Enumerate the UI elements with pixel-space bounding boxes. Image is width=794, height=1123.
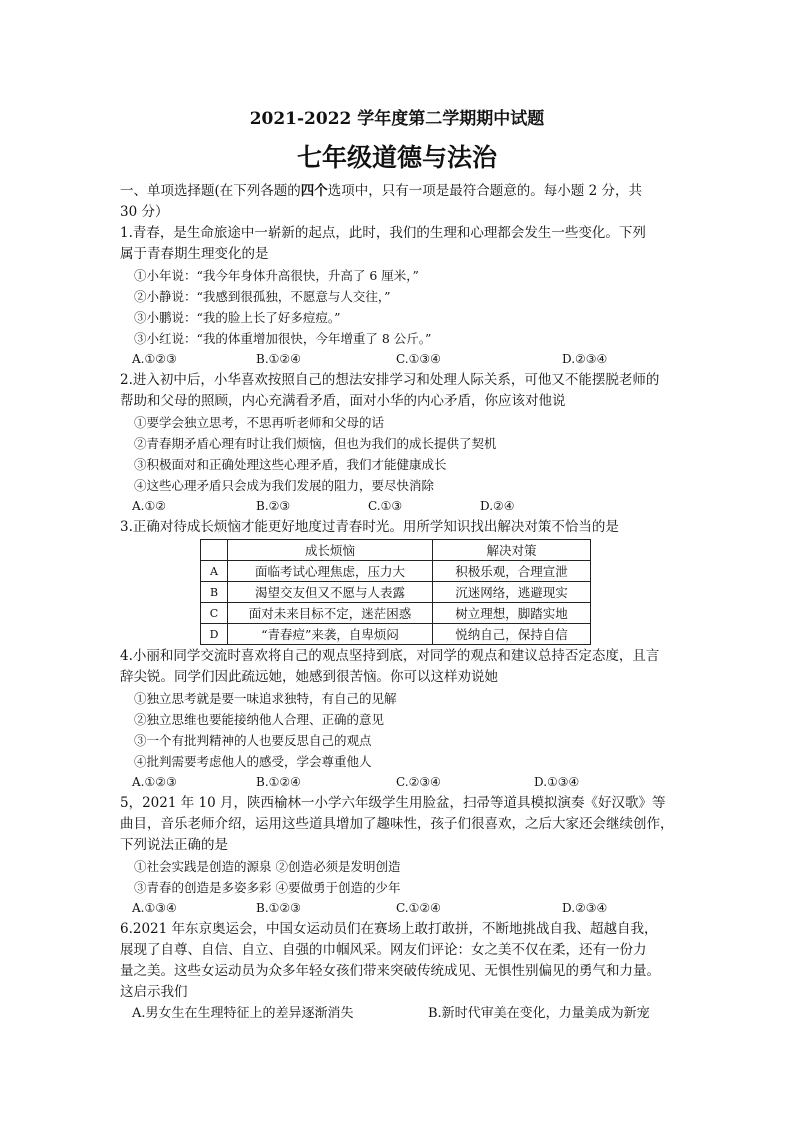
- table-cell: 渴望交友但又不愿与人表露: [228, 582, 433, 603]
- q1-stem-1: 1.青春，是生命旅途中一崭新的起点，此时，我们的生理和心理都会发生一些变化。下列: [120, 225, 646, 241]
- table-header-cell: [201, 540, 228, 561]
- q1-option-c[interactable]: C.①③④: [396, 352, 441, 366]
- q2-item-3: ③积极面对和正确处理这些心理矛盾，我们才能健康成长: [134, 457, 447, 472]
- q1-item-1: ①小年说：“我今年身体升高很快，升高了 6 厘米，”: [134, 268, 419, 283]
- q5-item-2: ③青春的创造是多姿多彩 ④要做勇于创造的少年: [134, 880, 401, 895]
- q5-option-d[interactable]: D.②③④: [562, 901, 608, 915]
- q4-item-2: ②独立思维也要能接纳他人合理、正确的意见: [134, 712, 385, 727]
- q4-stem-2: 辞尖锐。同学们因此疏远她，她感到很苦恼。你可以这样劝说她: [120, 669, 498, 685]
- q4-option-b[interactable]: B.①②④: [256, 775, 301, 789]
- q2-item-2: ②青春期矛盾心理有时让我们烦恼，但也为我们的成长提供了契机: [134, 436, 497, 451]
- q6-stem-1: 6.2021 年东京奥运会，中国女运动员们在赛场上敢打敢拼，不断地挑战自我、超越自我，: [120, 921, 658, 937]
- q3-table: [200, 539, 591, 645]
- table-cell: C: [201, 603, 228, 624]
- q4-item-1: ①独立思考就是要一味追求独特，有自己的见解: [134, 691, 397, 706]
- q5-stem-2: 曲目，音乐老师介绍，运用这些道具增加了趣味性，孩子们很喜欢，之后大家还会继续创作，: [120, 816, 674, 832]
- section-title-bold: 四个: [300, 183, 328, 199]
- table-cell: 面对未来目标不定，迷茫困惑: [228, 603, 433, 624]
- q2-option-d[interactable]: D.②④: [480, 499, 515, 513]
- q1-option-d[interactable]: D.②③④: [562, 352, 608, 366]
- table-header-cell: 解决对策: [433, 540, 591, 561]
- table-cell: B: [201, 582, 228, 603]
- q1-item-2: ②小静说：“我感到很孤独，不愿意与人交往，”: [134, 289, 391, 304]
- q2-option-c[interactable]: C.①③: [368, 499, 403, 513]
- q5-option-a[interactable]: A.①③④: [132, 901, 177, 915]
- section-title-line-1: [120, 181, 680, 202]
- table-cell: 树立理想，脚踏实地: [433, 603, 591, 624]
- q4-option-a[interactable]: A.①②③: [132, 775, 177, 789]
- school-year-title: 2021-2022 学年度第二学期期中试题: [249, 109, 545, 129]
- q4-item-3: ③一个有批判精神的人也要反思自己的观点: [134, 733, 372, 748]
- table-row: [201, 582, 591, 603]
- table-cell: D: [201, 624, 228, 645]
- q2-option-a[interactable]: A.①②: [132, 499, 166, 513]
- q6-stem-3: 量之美。这些女运动员为众多年轻女孩们带来突破传统成见、无惧性别偏见的勇气和力量。: [120, 963, 660, 979]
- table-cell: “青春痘”来袭，自卑烦闷: [228, 624, 433, 645]
- q6-options: [120, 1003, 680, 1024]
- q2-item-4: ④这些心理矛盾只会成为我们发展的阻力，要尽快消除: [134, 478, 435, 493]
- section-title-post: 选项中，只有一项是最符合题意的。每小题 2 分，共: [327, 183, 642, 199]
- q2-item-1: ①要学会独立思考，不思再听老师和父母的话: [134, 415, 385, 430]
- q4-stem-1: 4.小丽和同学交流时喜欢将自己的观点坚持到底，对同学的观点和建议总持否定态度，且言: [120, 648, 660, 664]
- q5-options: [120, 898, 680, 919]
- q5-item-1: ①社会实践是创造的源泉 ②创造必须是发明创造: [134, 859, 401, 874]
- table-cell: 积极乐观，合理宣泄: [433, 561, 591, 582]
- table-cell: A: [201, 561, 228, 582]
- q5-stem-1: 5，2021 年 10 月，陕西榆林一小学六年级学生用脸盆，扫帚等道具模拟演奏《好汉歌》等: [120, 795, 666, 811]
- table-header-cell: 成长烦恼: [228, 540, 433, 561]
- table-cell: 沉迷网络，逃避现实: [433, 582, 591, 603]
- subject-title: 七年级道德与法治: [296, 143, 497, 172]
- q5-option-b[interactable]: B.①②③: [256, 901, 301, 915]
- q4-option-d[interactable]: D.①③④: [534, 775, 580, 789]
- table-cell: 面临考试心理焦虑，压力大: [228, 561, 433, 582]
- q2-stem-2: 帮助和父母的照顾，内心充满看矛盾，面对小华的内心矛盾，你应该对他说: [120, 393, 566, 409]
- table-row: [201, 561, 591, 582]
- q4-option-c[interactable]: C.②③④: [396, 775, 441, 789]
- table-row: [201, 603, 591, 624]
- table-header-row: [201, 540, 591, 561]
- q2-stem-1: 2.进入初中后，小华喜欢按照自己的想法安排学习和处理人际关系，可他又不能摆脱老师的: [120, 372, 660, 388]
- q1-item-3: ③小鹏说：“我的脸上长了好多痘痘。”: [134, 310, 341, 325]
- q5-stem-3: 下列说法正确的是: [120, 837, 228, 853]
- q4-options: [120, 772, 680, 793]
- q1-option-b[interactable]: B.①②④: [256, 352, 301, 366]
- q2-option-b[interactable]: B.②③: [256, 499, 291, 513]
- q4-item-4: ④批判需要考虑他人的感受，学会尊重他人: [134, 754, 372, 769]
- section-title-line-2: 30 分）: [120, 204, 169, 220]
- section-title-pre: 一、单项选择题(在下列各题的: [120, 183, 301, 199]
- table-row: [201, 624, 591, 645]
- q1-option-a[interactable]: A.①②③: [132, 352, 177, 366]
- q2-options: [120, 496, 680, 517]
- q6-option-b[interactable]: B.新时代审美在变化，力量美成为新宠: [428, 1006, 650, 1021]
- q1-options: [120, 349, 680, 370]
- q6-option-a[interactable]: A.男女生在生理特征上的差异逐渐消失: [132, 1006, 354, 1021]
- q6-stem-2: 展现了自尊、自信、自立、自强的巾帼风采。网友们评论：女之美不仅在柔，还有一份力: [120, 942, 647, 958]
- q3-stem: 3.正确对待成长烦恼才能更好地度过青春时光。用所学知识找出解决对策不恰当的是: [120, 519, 619, 535]
- q1-item-4: ③小红说：“我的体重增加很快，今年增重了 8 公斤。”: [134, 331, 432, 346]
- q1-stem-2: 属于青春期生理变化的是: [120, 246, 269, 262]
- q5-option-c[interactable]: C.①②④: [396, 901, 441, 915]
- table-cell: 悦纳自己，保持自信: [433, 624, 591, 645]
- exam-content: [120, 181, 680, 1024]
- q6-stem-4: 这启示我们: [120, 984, 188, 1000]
